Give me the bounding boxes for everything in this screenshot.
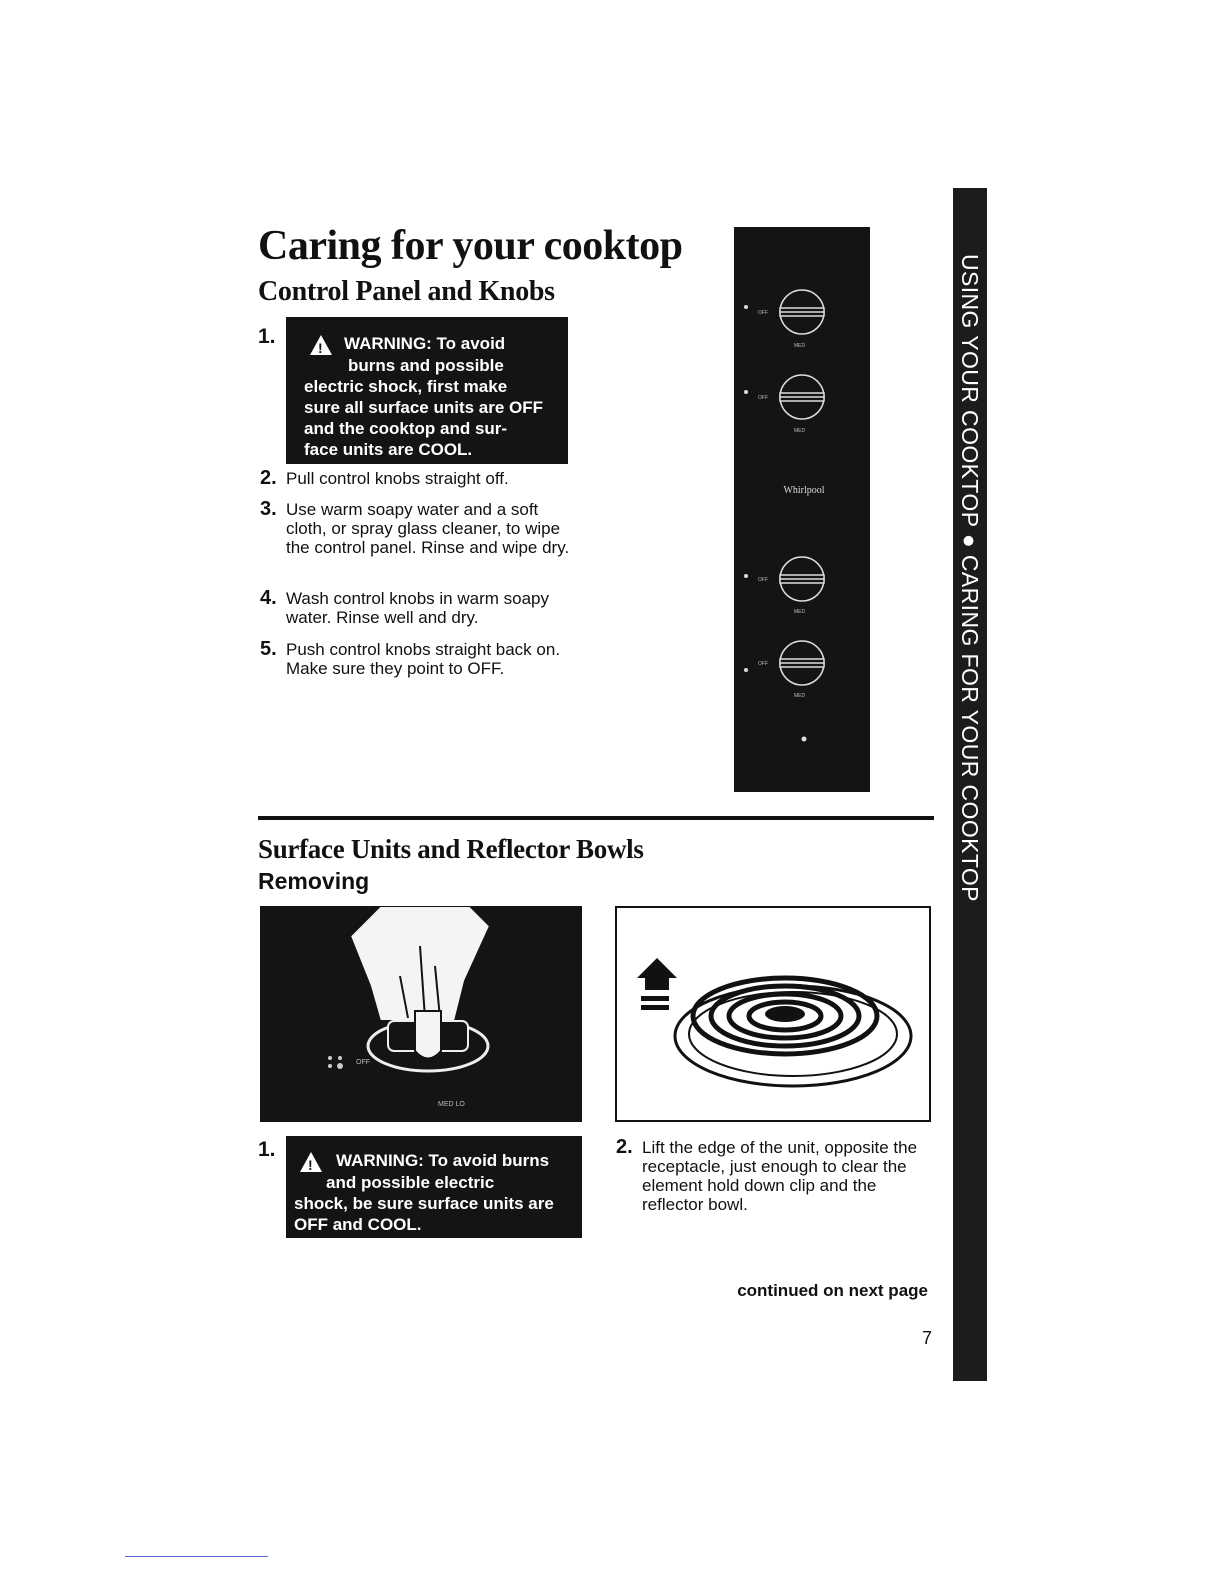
footer-line — [125, 1556, 268, 1557]
step-1-number: 1. — [258, 1138, 276, 1161]
brand-logo: Whirlpool — [783, 485, 825, 496]
svg-text:MED LO: MED LO — [438, 1101, 465, 1108]
subheading-removing: Removing — [258, 868, 370, 894]
page-number: 7 — [922, 1328, 933, 1348]
step-item — [260, 640, 580, 678]
svg-text:OFF: OFF — [758, 661, 768, 667]
control-panel-illustration — [734, 227, 870, 792]
warning-line: OFF and COOL. — [294, 1214, 422, 1234]
warning-line: shock, be sure surface units are — [294, 1193, 554, 1213]
warning-line: WARNING: To avoid burns — [336, 1151, 550, 1170]
warning-line: burns and possible — [348, 355, 504, 375]
warning-line: electric shock, first make — [304, 376, 508, 396]
step-text: Lift the edge of the unit, opposite the receptacle, just enough to clear the element hold down clip and the reflector bowl. — [642, 1138, 918, 1214]
continued-note: continued on next page — [737, 1281, 928, 1300]
step-number: 2. — [616, 1136, 633, 1158]
warning-line: face units are COOL. — [304, 439, 473, 459]
svg-text:OFF: OFF — [758, 310, 768, 316]
svg-text:OFF: OFF — [758, 577, 768, 583]
svg-text:MED: MED — [794, 693, 806, 699]
step-text: Pull control knobs straight off. — [286, 469, 509, 488]
svg-text:MED: MED — [794, 343, 806, 349]
svg-text:MED: MED — [794, 428, 806, 434]
warning-line: WARNING: To avoid — [344, 334, 506, 353]
step-text: Push control knobs straight back on. Make sure they point to OFF. — [286, 640, 561, 678]
coil-lift-illustration — [615, 906, 931, 1122]
sidebar-label: USING YOUR COOKTOP ● CARING FOR YOUR COOKTOP — [957, 254, 983, 902]
warning-box — [286, 317, 568, 464]
step-number: 5. — [260, 638, 277, 660]
section-heading-surface-units: Surface Units and Reflector Bowls — [258, 834, 644, 864]
svg-text:OFF: OFF — [758, 395, 768, 401]
section-divider — [258, 816, 934, 820]
section-sidebar-tab — [953, 188, 987, 1381]
svg-text:MED: MED — [794, 609, 806, 615]
step-number: 2. — [260, 467, 277, 489]
warning-icon — [300, 1152, 322, 1172]
step-1-number: 1. — [258, 325, 276, 348]
step-number: 3. — [260, 498, 277, 520]
step-text: Use warm soapy water and a soft cloth, or spray glass cleaner, to wipe the control panel. Rinse and wipe dry. — [286, 500, 570, 557]
warning-icon — [310, 335, 332, 355]
knob-removal-illustration — [260, 906, 582, 1122]
warning-line: sure all surface units are OFF — [304, 397, 544, 417]
page-title: Caring for your cooktop — [258, 223, 683, 269]
section-heading-control-panel: Control Panel and Knobs — [258, 276, 555, 307]
warning-box — [286, 1136, 582, 1238]
svg-text:OFF: OFF — [356, 1059, 370, 1066]
warning-line: and the cooktop and sur- — [304, 418, 508, 438]
step-item — [260, 589, 580, 627]
step-item — [260, 469, 580, 488]
step-number: 4. — [260, 587, 277, 609]
step-item — [260, 500, 580, 557]
warning-line: and possible electric — [326, 1172, 495, 1192]
step-text: Wash control knobs in warm soapy water. Rinse well and dry. — [286, 589, 549, 627]
step-item — [616, 1138, 932, 1214]
